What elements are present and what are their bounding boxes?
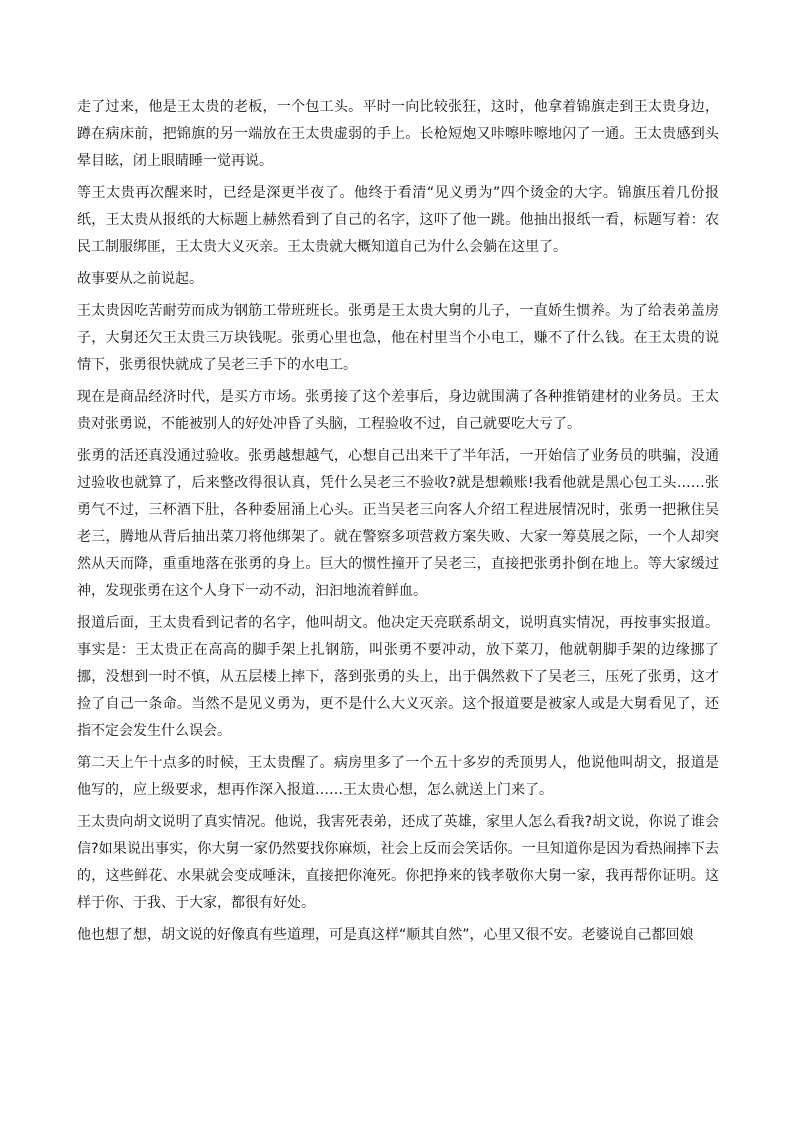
paragraph-9: 王太贵向胡文说明了真实情况。他说，我害死表弟，还成了英雄，家里人怎么看我?胡文说，你说了谁会信?如果说出事实，你大舅一家仍然要找你麻烦，社会上反而会笑话你。一旦知道你是因为看热闹摔下去的，这些鲜花、水果就会变成唾沫，直接把你淹死。你把挣来的钱孝敬你大舅一家，我再帮你证明。这样于你、于我、于大家，都很有好处。 — [77, 814, 719, 911]
paragraph-10: 他也想了想，胡文说的好像真有些道理，可是真这样“顺其自然”，心里又很不安。老婆说自己都回娘 — [77, 927, 694, 943]
paragraph-5: 现在是商品经济时代，是买方市场。张勇接了这个差事后，身边就围满了各种推销建材的业务员。王太贵对张勇说，不能被别人的好处冲昏了头脑，工程验收不过，自己就要吃大亏了。 — [77, 389, 719, 432]
paragraph-7: 报道后面，王太贵看到记者的名字，他叫胡文。他决定天亮联系胡文，说明真实情况，再按事实报道。事实是：王太贵正在高高的脚手架上扎钢筋，叫张勇不要冲动，放下菜刀，他就朝脚手架的边缘挪了挪，没想到一时不慎，从五层楼上摔下，落到张勇的头上，出于偶然救下了吴老三，压死了张勇，这才捡了自己一条命。当然不是见义勇为，更不是什么大义灭亲。这个报道要是被家人或是大舅看见了，还指不定会发生什么误会。 — [77, 615, 719, 739]
paragraph-1: 走了过来，他是王太贵的老板，一个包工头。平时一向比较张狂，这时，他拿着锦旗走到王太贵身边，蹲在病床前，把锦旗的另一端放在王太贵虚弱的手上。长枪短炮又咔嚓咔嚓地闪了一通。王太贵感到头晕目眩，闭上眼睛睡一觉再说。 — [77, 99, 719, 169]
paragraph-8: 第二天上午十点多的时候，王太贵醒了。病房里多了一个五十多岁的秃顶男人，他说他叫胡文，报道是他写的，应上级要求，想再作深入报道……王太贵心想，怎么就送上门来了。 — [77, 755, 719, 798]
paragraph-6: 张勇的活还真没通过验收。张勇越想越气，心想自己出来干了半年活，一开始信了业务员的哄骗，没通过验收也就算了，后来整改得很认真，凭什么吴老三不验收?就是想赖账!我看他就是黑心包工头……张勇气不过，三杯酒下肚，各种委屈涌上心头。正当吴老三向客人介绍工程进展情况时，张勇一把揪住吴老三，腾地从背后抽出菜刀将他绑架了。就在警察多项营救方案失败、大家一筹莫展之际，一个人却突然从天而降，重重地落在张勇的身上。巨大的惯性撞开了吴老三，直接把张勇扑倒在地上。等大家缓过神，发现张勇在这个人身下一动不动，汩汩地流着鲜血。 — [77, 448, 719, 599]
paragraph-3: 故事要从之前说起。 — [77, 271, 203, 287]
paragraph-2: 等王太贵再次醒来时，已经是深更半夜了。他终于看清“见义勇为”四个烫金的大字。锦旗压着几份报纸，王太贵从报纸的大标题上赫然看到了自己的名字，这吓了他一跳。他抽出报纸一看，标题写着：农民工制服绑匪，王太贵大义灭亲。王太贵就大概知道自己为什么会躺在这里了。 — [77, 185, 719, 255]
paragraph-4: 王太贵因吃苦耐劳而成为钢筋工带班班长。张勇是王太贵大舅的儿子，一直娇生惯养。为了给表弟盖房子，大舅还欠王太贵三万块钱呢。张勇心里也急，他在村里当个小电工，赚不了什么钱。在王太贵的说情下，张勇很快就成了吴老三手下的水电工。 — [77, 303, 719, 373]
document-page — [77, 94, 719, 954]
